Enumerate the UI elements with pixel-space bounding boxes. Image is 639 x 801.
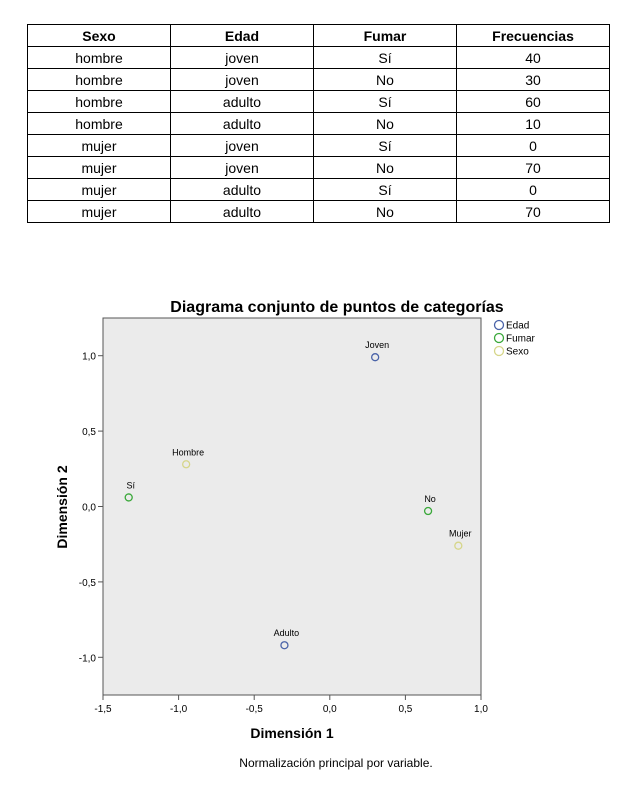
table-header-row [28, 25, 610, 47]
legend-label: Fumar [506, 333, 535, 345]
table-cell: joven [171, 47, 314, 69]
table-row [28, 135, 610, 157]
x-tick-label: -1,5 [94, 704, 112, 715]
x-tick-label: -0,5 [245, 704, 263, 715]
column-header-frecuencias: Frecuencias [457, 25, 610, 47]
legend-marker-fumar [495, 334, 504, 343]
x-tick-label: -1,0 [169, 704, 188, 715]
table-cell: 40 [457, 47, 610, 69]
table-cell: joven [171, 157, 314, 179]
table-cell: Sí [314, 47, 457, 69]
table-row [28, 179, 610, 201]
point-label: Hombre [172, 447, 205, 458]
table-cell: Sí [314, 179, 457, 201]
table-cell: adulto [171, 179, 314, 201]
y-tick-label: -0,5 [78, 577, 96, 589]
table-cell: joven [171, 69, 314, 91]
table-cell: Sí [314, 91, 457, 113]
table-cell: mujer [28, 179, 171, 201]
x-tick-label: 0,5 [398, 704, 413, 715]
table-cell: 0 [457, 179, 610, 201]
point-label: No [424, 494, 436, 505]
legend [495, 321, 536, 358]
table-cell: mujer [28, 201, 171, 223]
table-cell: hombre [28, 69, 171, 91]
table-cell: 60 [457, 91, 610, 113]
category-points-chart [0, 280, 639, 780]
legend-marker-edad [495, 321, 504, 330]
table-cell: hombre [28, 113, 171, 135]
y-tick-label: 1,0 [82, 351, 96, 363]
chart-title: Diagrama conjunto de puntos de categorías [170, 299, 504, 316]
legend-label: Edad [506, 320, 530, 332]
table-row [28, 201, 610, 223]
table-cell: 70 [457, 157, 610, 179]
table-cell: 10 [457, 113, 610, 135]
chart-footnote: Normalización principal por variable. [239, 756, 433, 770]
table-cell: 30 [457, 69, 610, 91]
table-cell: No [314, 69, 457, 91]
table-cell: adulto [171, 91, 314, 113]
legend-label: Sexo [506, 346, 529, 358]
table-row [28, 113, 610, 135]
y-tick-label: 0,5 [82, 427, 96, 439]
table-cell: hombre [28, 47, 171, 69]
table-cell: No [314, 113, 457, 135]
table-cell: adulto [171, 113, 314, 135]
plot-area [103, 318, 481, 695]
table-cell: No [314, 157, 457, 179]
y-axis-label: Dimensión 2 [54, 465, 70, 549]
x-tick-label: 1,0 [474, 704, 488, 715]
table-cell: 0 [457, 135, 610, 157]
column-header-edad: Edad [171, 25, 314, 47]
table-cell: Sí [314, 135, 457, 157]
y-tick-label: 0,0 [82, 502, 96, 514]
table-row [28, 47, 610, 69]
y-tick-label: -1,0 [78, 653, 96, 665]
frequency-table [27, 24, 610, 223]
x-axis-label: Dimensión 1 [250, 725, 334, 741]
column-header-sexo: Sexo [28, 25, 171, 47]
table-row [28, 157, 610, 179]
table-cell: mujer [28, 135, 171, 157]
point-label: Joven [365, 340, 390, 351]
table-cell: hombre [28, 91, 171, 113]
table-cell: adulto [171, 201, 314, 223]
point-label: Mujer [449, 528, 472, 539]
table-row [28, 69, 610, 91]
table-cell: No [314, 201, 457, 223]
table-cell: joven [171, 135, 314, 157]
point-label: Adulto [273, 628, 300, 639]
table-cell: mujer [28, 157, 171, 179]
point-label: Sí [126, 480, 135, 491]
table-cell: 70 [457, 201, 610, 223]
table-row [28, 91, 610, 113]
column-header-fumar: Fumar [314, 25, 457, 47]
x-tick-label: 0,0 [322, 704, 337, 715]
legend-marker-sexo [495, 347, 504, 356]
